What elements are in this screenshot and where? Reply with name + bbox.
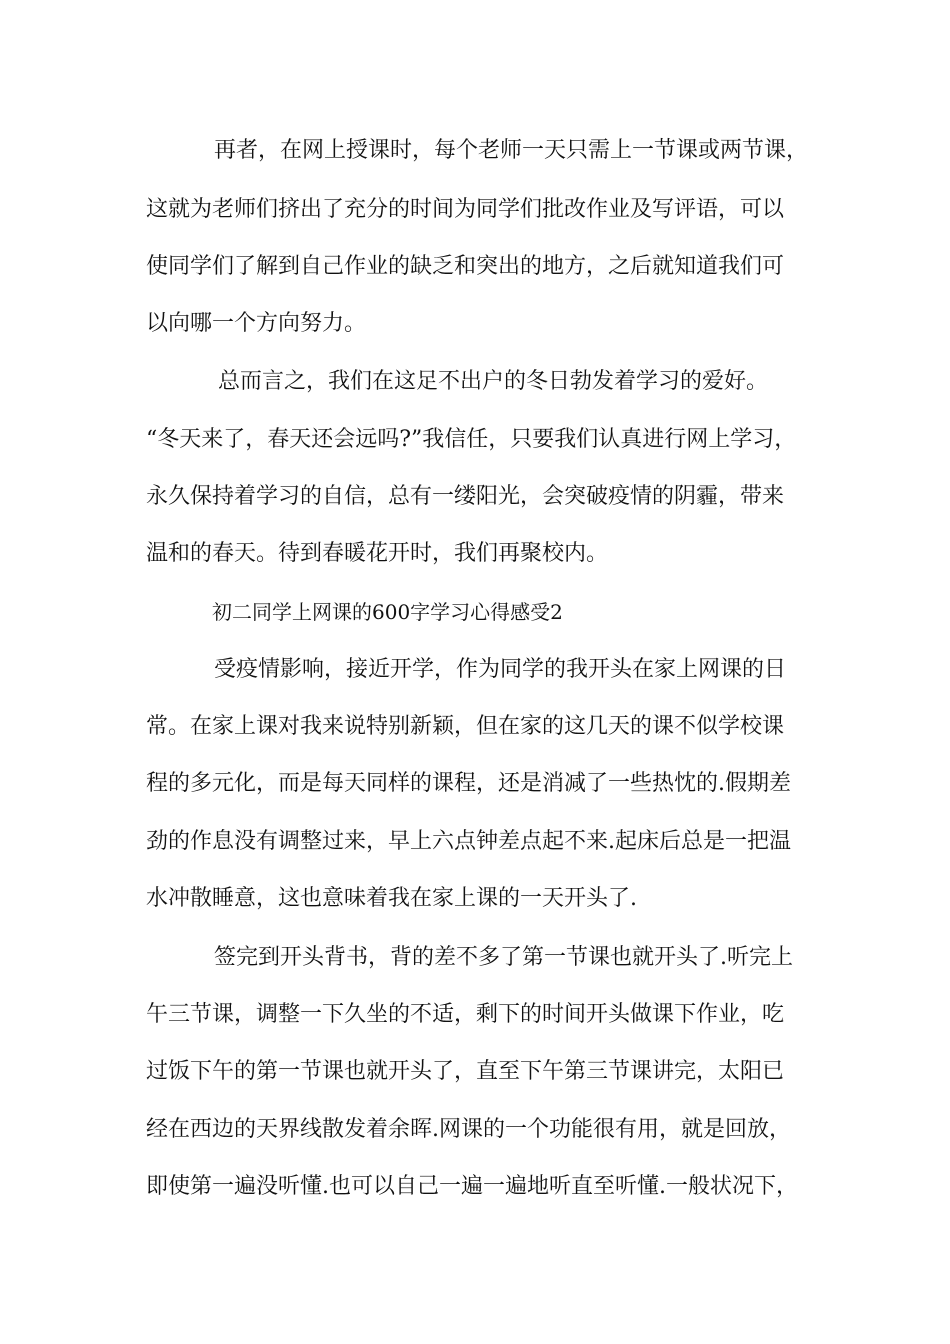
text-line-12: 程的多元化，而是每天同样的课程，还是消减了一些热忱的.假期差 <box>146 771 791 796</box>
text-line-7: 永久保持着学习的自信，总有一缕阳光，会突破疫情的阴霾，带来 <box>146 484 785 509</box>
text-line-2: 这就为老师们挤出了充分的时间为同学们批改作业及写评语，可以 <box>146 197 785 222</box>
text-line-10: 受疫情影响，接近开学，作为同学的我开头在家上网课的日 <box>214 657 787 682</box>
text-line-13: 劲的作息没有调整过来，早上六点钟差点起不来.起床后总是一把温 <box>146 829 791 854</box>
text-line-4: 以向哪一个方向努力。 <box>146 311 367 336</box>
text-line-11: 常。在家上课对我来说特别新颖，但在家的这几天的课不似学校课 <box>146 714 785 739</box>
section-heading: 初二同学上网课的600字学习心得感受2 <box>212 600 563 624</box>
text-line-18: 经在西边的天界线散发着余晖.网课的一个功能很有用，就是回放， <box>146 1117 791 1142</box>
text-line-17: 过饭下午的第一节课也就开头了，直至下午第三节课讲完，太阳已 <box>146 1059 785 1084</box>
text-line-5: 总而言之，我们在这足不出户的冬日勃发着学习的爱好。 <box>218 369 769 394</box>
text-line-15: 签完到开头背书，背的差不多了第一节课也就开头了.听完上 <box>214 945 793 970</box>
text-line-19: 即使第一遍没听懂.也可以自己一遍一遍地听直至听懂.一般状况下， <box>146 1174 798 1199</box>
text-line-14: 水冲散睡意，这也意味着我在家上课的一天开头了. <box>146 886 637 911</box>
text-line-8: 温和的春天。待到春暖花开时，我们再聚校内。 <box>146 541 609 566</box>
text-line-3: 使同学们了解到自己作业的缺乏和突出的地方，之后就知道我们可 <box>146 254 785 279</box>
text-line-16: 午三节课，调整一下久坐的不适，剩下的时间开头做课下作业，吃 <box>146 1002 785 1027</box>
text-line-6: “冬天来了，春天还会远吗?”我信任，只要我们认真进行网上学习， <box>146 427 797 452</box>
text-line-1: 再者，在网上授课时，每个老师一天只需上一节课或两节课， <box>214 138 809 163</box>
